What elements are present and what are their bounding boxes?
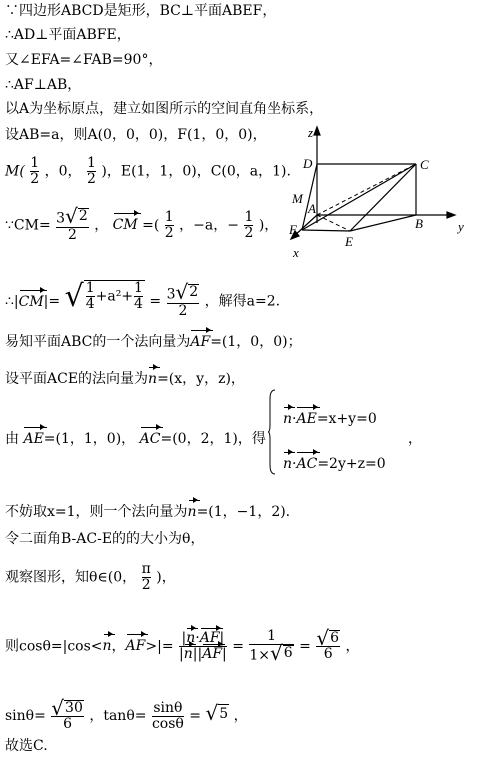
vector-AC: AC [139,431,161,447]
fraction: $\frac{1}{2}$ [164,208,174,241]
text-line-12: 由 AE=(1，1，0)， AC=(0，2，1)，得 [5,431,266,447]
text-line-5: 以A为坐标原点，建立如图所示的空间直角坐标系， [5,101,324,117]
vector-n: n [148,371,158,387]
label-E: E [345,234,353,249]
text-line-8: ∵CM= 3 √ 2 2 ， CM =( $\frac{1}{2}$ ，−a，− $\frac{1}{2}$ )， [5,203,279,243]
fraction: 1 1× √ 6 [249,628,293,665]
text-line-13: 不妨取x=1，则一个法向量为n=(1，−1，2). [5,504,291,520]
label-A: A [308,201,316,216]
text-line-10: 易知平面ABC的一个法向量为AF=(1，0，0)； [5,334,302,350]
fraction: $\frac{|n\cdot AF|}{|n||AF|}$ [179,629,227,662]
fraction: √ 30 6 [51,695,83,732]
system-brace [268,389,276,475]
text-line-18: 故选C. [5,738,48,754]
text-line-2: ∴AD⊥平面ABFE， [5,27,131,43]
label-x: x [293,245,299,260]
label-M: M [292,191,303,206]
system-eq-2: n·AC=2y+z=0 [283,456,386,472]
vector-CM: CM [112,217,138,234]
fraction: √ 6 6 [316,625,340,663]
fraction: $\frac{1}{2}$ [30,155,40,187]
text-line-4: ∴AF⊥AB， [5,77,82,93]
coordinate-figure [288,125,483,265]
system-end: ， [408,431,422,447]
vector-AF: AF [190,334,211,350]
text-line-6: 设AB=a，则A(0，0，0)，F(1，0，0)， [5,127,267,143]
fraction: $\frac{1}{2}$ [87,155,96,187]
text-line-14: 令二面角B-AC-E的的大小为θ， [5,531,205,547]
text-line-17: sinθ= √ 30 6 ，tanθ= $\frac{\sin\theta}{\cos\theta}$ = √ 5 ， [5,695,248,732]
vector-AE: AE [23,431,44,447]
text-line-16: 则cosθ=|cos<n，AF>|= $\frac{|n\cdot AF|}{|n||AF|}$ = 1 1× √ 6 = √ 6 6 ， [5,625,360,665]
text-line-1: ∵四边形ABCD是矩形，BC⊥平面ABEF， [5,3,277,19]
label-F: F [289,222,297,237]
label-z: z [308,125,314,140]
label-y: y [458,219,464,234]
label-B: B [415,216,423,231]
fraction: 3 √ 2 2 [166,279,199,319]
text-line-7: M( $\frac{1}{2}$ ，0， $\frac{1}{2}$ )，E(1，1，0)，C(0，a，1). [5,155,291,187]
fraction: $\frac{1}{2}$ [244,208,254,241]
vector-n: n [187,504,197,520]
label-D: D [303,156,313,171]
system-eq-1: n·AE=x+y=0 [283,411,377,427]
text-line-15: 观察图形，知θ∈(0， $\frac{\pi}{2}$ )， [5,561,176,593]
fraction: 3 √ 2 2 [56,203,88,243]
vector-CM: CM [18,293,44,310]
text-line-3: 又∠EFA=∠FAB=90°， [5,52,163,68]
label-C: C [420,157,429,172]
fraction: $\frac{\sin\theta}{\cos\theta}$ [151,699,184,732]
text-line-9: ∴|CM|= √ $\frac{1}{4}$ +a²+ $\frac{1}{4}$ = 3 √ 2 2 ，解得a=2. [5,278,281,319]
text-line-11: 设平面ACE的法向量为n=(x，y，z)， [5,371,245,387]
fraction: $\frac{\pi}{2}$ [141,561,151,593]
